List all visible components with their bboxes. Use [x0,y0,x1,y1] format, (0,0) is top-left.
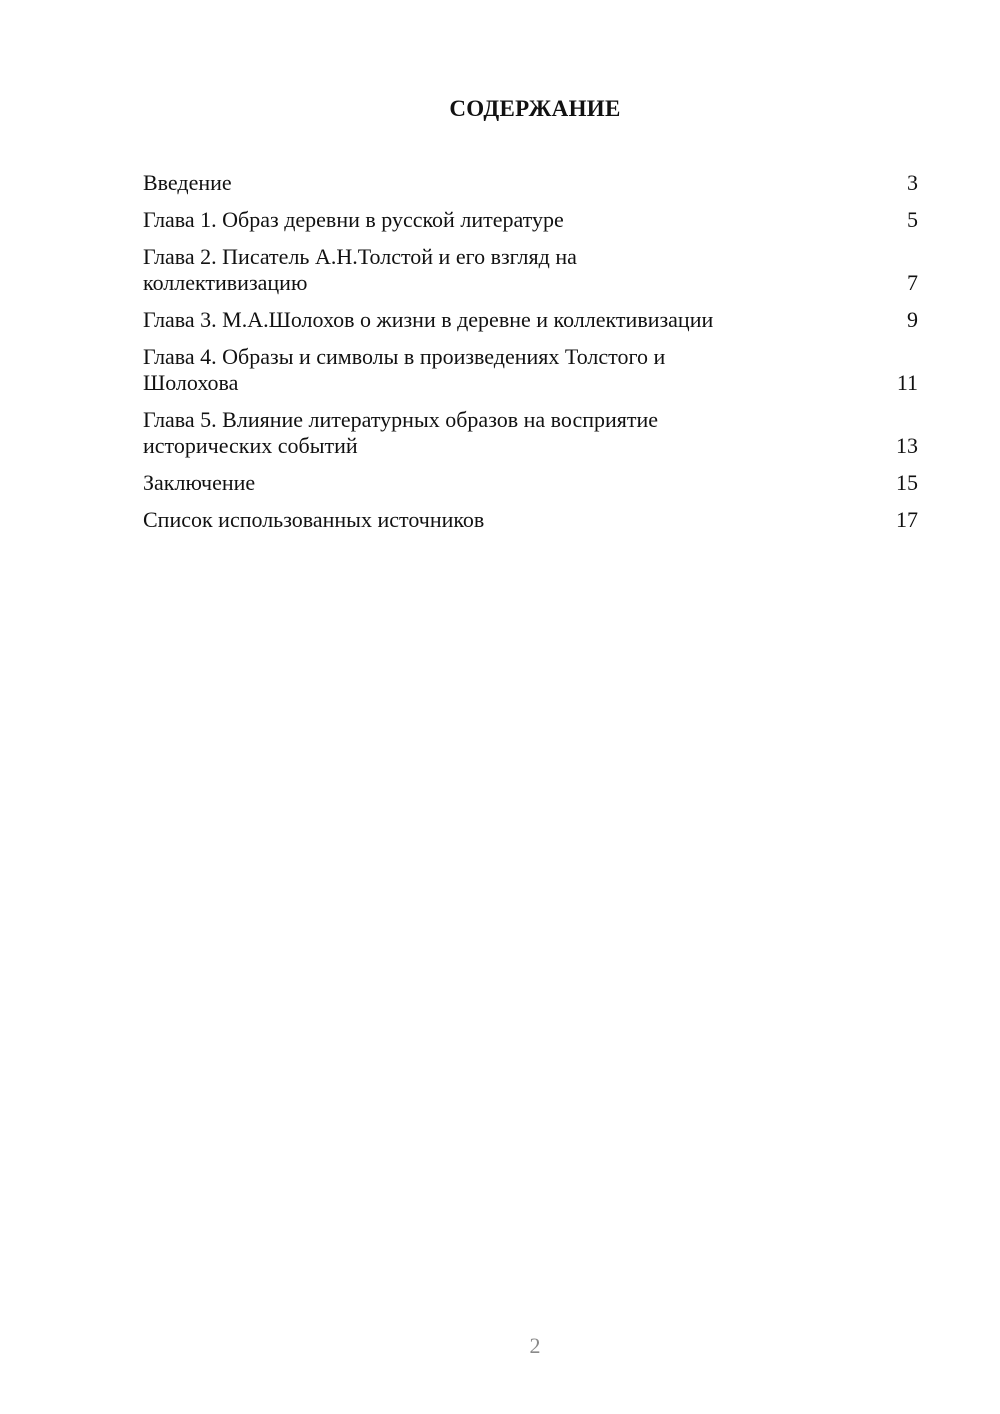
toc-entry-chapter-3[interactable] [143,307,918,333]
toc-entry-introduction[interactable] [143,170,918,196]
table-of-contents [143,170,918,544]
toc-entry-label: Глава 1. Образ деревни в русской литературе [143,207,564,232]
toc-entry-page: 5 [907,207,918,232]
toc-entry-page: 3 [907,170,918,195]
toc-entry-label: Глава 5. Влияние литературных образов на восприятие исторических событий [143,407,659,458]
toc-entry-page: 7 [907,270,918,295]
toc-entry-label: Заключение [143,470,256,495]
toc-entry-page: 13 [896,433,918,458]
toc-entry-chapter-2[interactable] [143,244,918,296]
toc-entry-label: Введение [143,170,232,195]
toc-entry-label: Глава 3. М.А.Шолохов о жизни в деревне и коллективизации [143,307,714,332]
toc-entry-label: Список использованных источников [143,507,485,532]
toc-entry-page: 15 [896,470,918,495]
toc-entry-label: Глава 4. Образы и символы в произведениях Толстого и Шолохова [143,344,666,395]
toc-entry-conclusion[interactable] [143,470,918,496]
toc-entry-chapter-4[interactable] [143,344,918,396]
page-number: 2 [529,1333,541,1358]
toc-entry-page: 17 [896,507,918,532]
toc-entry-chapter-1[interactable] [143,207,918,233]
page-title: СОДЕРЖАНИЕ [449,96,621,121]
toc-entry-label: Глава 2. Писатель А.Н.Толстой и его взгляд на коллективизацию [143,244,577,295]
toc-entry-page: 11 [896,370,918,395]
toc-entry-references[interactable] [143,507,918,533]
toc-entry-page: 9 [907,307,918,332]
toc-entry-chapter-5[interactable] [143,407,918,459]
